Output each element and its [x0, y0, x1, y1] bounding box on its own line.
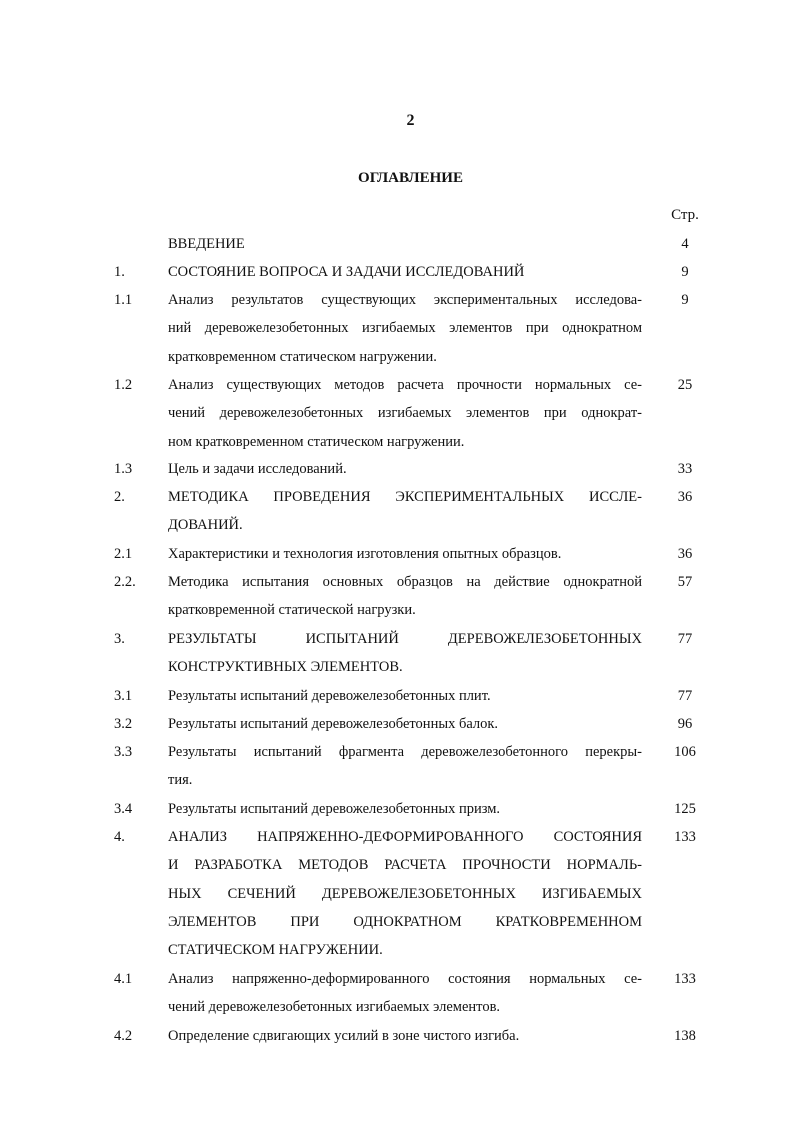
- toc-entry-number: 4.1: [114, 971, 133, 987]
- toc-entry-page: 133: [674, 971, 696, 987]
- toc-entry-page: 125: [674, 801, 696, 817]
- toc-entry-page: 106: [674, 744, 696, 760]
- toc-entry-title-line: Анализ результатов существующих экспериментальных исследова-: [168, 292, 642, 308]
- toc-entry-title-line: СОСТОЯНИЕ ВОПРОСА И ЗАДАЧИ ИССЛЕДОВАНИЙ: [168, 264, 525, 280]
- toc-entry-number: 1.2: [114, 377, 133, 393]
- toc-entry-title: [168, 258, 642, 286]
- toc-entry-page: 77: [677, 688, 693, 704]
- toc-entry-title: [168, 483, 642, 540]
- toc-entry-title: [168, 568, 642, 625]
- toc-entry-title-line: Результаты испытаний деревожелезобетонных балок.: [168, 716, 499, 732]
- toc-entry-title-line: чений деревожелезобетонных изгибаемых элементов.: [168, 999, 501, 1016]
- toc-entry-title: [168, 455, 642, 483]
- toc-entry-page: 36: [677, 546, 693, 562]
- toc-entry-title: [168, 540, 642, 568]
- toc-entry-page: 96: [677, 716, 693, 732]
- toc-entry-title: [168, 710, 642, 738]
- toc-entry-title-line: И РАЗРАБОТКА МЕТОДОВ РАСЧЕТА ПРОЧНОСТИ НОРМАЛЬ-: [168, 857, 642, 874]
- toc-entry-title-line: ЭЛЕМЕНТОВ ПРИ ОДНОКРАТНОМ КРАТКОВРЕМЕННОМ: [168, 913, 642, 930]
- toc-entry-title-line: тия.: [168, 772, 193, 789]
- toc-entry-title-line: Цель и задачи исследований.: [168, 461, 347, 477]
- toc-entry-title: [168, 823, 642, 964]
- toc-entry-number: 1.: [114, 264, 125, 280]
- toc-entry-title-line: МЕТОДИКА ПРОВЕДЕНИЯ ЭКСПЕРИМЕНТАЛЬНЫХ ИССЛЕ-: [168, 489, 642, 505]
- toc-entry-page: 138: [674, 1028, 696, 1044]
- toc-entry-page: 57: [677, 574, 693, 590]
- toc-entry-number: 4.: [114, 829, 125, 845]
- toc-entry-title-line: Результаты испытаний фрагмента деревожелезобетонного перекры-: [168, 744, 642, 760]
- toc-entry-title-line: СТАТИЧЕСКОМ НАГРУЖЕНИИ.: [168, 942, 383, 959]
- toc-entry-title-line: ДОВАНИЙ.: [168, 517, 243, 534]
- toc-entry-title: [168, 286, 642, 371]
- toc-entry-title: [168, 625, 642, 682]
- toc-entry-title: [168, 230, 642, 258]
- toc-entry-title-line: РЕЗУЛЬТАТЫ ИСПЫТАНИЙ ДЕРЕВОЖЕЛЕЗОБЕТОННЫХ: [168, 631, 642, 647]
- toc-entry-title: [168, 1022, 642, 1050]
- toc-entry-title-line: КОНСТРУКТИВНЫХ ЭЛЕМЕНТОВ.: [168, 659, 403, 676]
- toc-entry-title-line: НЫХ СЕЧЕНИЙ ДЕРЕВОЖЕЛЕЗОБЕТОННЫХ ИЗГИБАЕМЫХ: [168, 885, 642, 902]
- toc-entry-number: 3.: [114, 631, 125, 647]
- toc-entry-number: 4.2: [114, 1028, 133, 1044]
- toc-entry-title: [168, 682, 642, 710]
- toc-entry-title: [168, 738, 642, 795]
- toc-entry-page: 33: [677, 461, 693, 477]
- toc-entry-title-line: Определение сдвигающих усилий в зоне чистого изгиба.: [168, 1028, 520, 1044]
- toc-entry-title-line: кратковременном статическом нагружении.: [168, 348, 437, 365]
- toc-entry-title-line: Результаты испытаний деревожелезобетонных призм.: [168, 801, 501, 817]
- toc-entry-title-line: Результаты испытаний деревожелезобетонных плит.: [168, 688, 491, 704]
- toc-entry-title: [168, 965, 642, 1022]
- toc-entry-page: 36: [677, 489, 693, 505]
- toc-entry-number: 2.: [114, 489, 125, 505]
- toc-entry-title-line: ВВЕДЕНИЕ: [168, 236, 245, 252]
- toc-entry-number: 1.3: [114, 461, 133, 477]
- toc-entry-page: 25: [677, 377, 693, 393]
- toc-entry-title-line: АНАЛИЗ НАПРЯЖЕННО-ДЕФОРМИРОВАННОГО СОСТОЯНИЯ: [168, 829, 642, 845]
- toc-entry-title-line: ном кратковременном статическом нагружении.: [168, 433, 465, 450]
- toc-entry-number: 3.3: [114, 744, 133, 760]
- toc-entry-title-line: кратковременной статической нагрузки.: [168, 602, 416, 619]
- toc-entry-title-line: Методика испытания основных образцов на действие однократной: [168, 574, 642, 590]
- toc-title: ОГЛАВЛЕНИЕ: [358, 170, 463, 186]
- page-column-label: Стр.: [671, 207, 699, 223]
- toc-entry-number: 2.2.: [114, 574, 136, 590]
- toc-entry-page: 133: [674, 829, 696, 845]
- toc-entry-title-line: Анализ существующих методов расчета прочности нормальных се-: [168, 377, 642, 393]
- toc-entry-title-line: чений деревожелезобетонных изгибаемых элементов при однократ-: [168, 405, 642, 422]
- toc-entry-number: 1.1: [114, 292, 133, 308]
- toc-entry-page: 9: [681, 292, 689, 308]
- toc-entry-title-line: Анализ напряженно-деформированного состояния нормальных се-: [168, 971, 642, 987]
- toc-entry-number: 3.1: [114, 688, 133, 704]
- toc-entry-number: 2.1: [114, 546, 133, 562]
- toc-entry-title-line: ний деревожелезобетонных изгибаемых элементов при однократном: [168, 320, 642, 337]
- toc-entry-number: 3.4: [114, 801, 133, 817]
- toc-entry-page: 4: [681, 236, 689, 252]
- toc-entry-title: [168, 795, 642, 823]
- page-number: 2: [406, 112, 415, 129]
- toc-entry-number: 3.2: [114, 716, 133, 732]
- toc-entry-title: [168, 371, 642, 456]
- toc-entry-page: 77: [677, 631, 693, 647]
- toc-entry-title-line: Характеристики и технология изготовления опытных образцов.: [168, 546, 562, 562]
- toc-entry-page: 9: [681, 264, 689, 280]
